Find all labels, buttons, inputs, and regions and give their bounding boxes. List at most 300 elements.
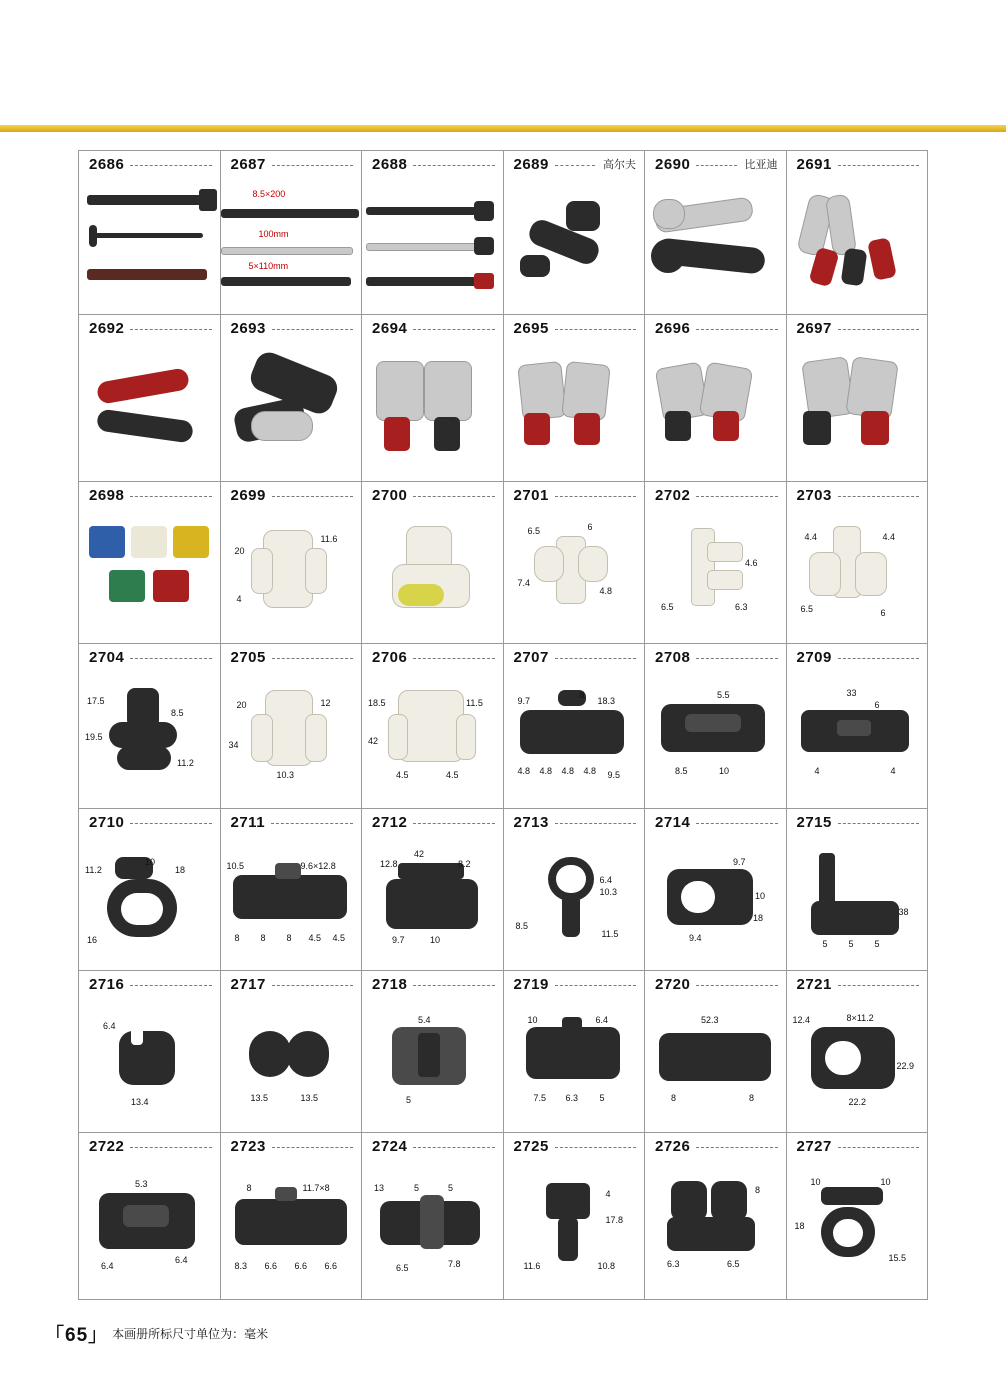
header-dash — [130, 1147, 211, 1148]
cell-header — [362, 315, 503, 341]
product-cell-2688[interactable] — [362, 151, 504, 314]
dimension-label: 9.6×12.8 — [300, 861, 336, 871]
cell-header — [504, 809, 645, 835]
dimension-label: 9.4 — [689, 933, 702, 943]
product-image — [79, 835, 220, 970]
dimension-label: 19.5 — [85, 732, 103, 742]
dimension-label: 34 — [228, 740, 239, 750]
catalog-row — [79, 971, 927, 1133]
dimension-label: 4 — [814, 766, 820, 776]
product-code: 2694 — [362, 320, 413, 337]
header-dash — [413, 1147, 494, 1148]
product-code: 2695 — [504, 320, 555, 337]
product-image — [504, 508, 645, 643]
dimension-label: 5 — [848, 939, 854, 949]
dimension-label: 5×110mm — [248, 261, 289, 271]
product-cell-2723[interactable] — [221, 1133, 363, 1299]
product-cell-2699[interactable] — [221, 482, 363, 643]
product-code: 2686 — [79, 156, 130, 173]
cell-header — [645, 151, 786, 177]
dimension-label: 100mm — [258, 229, 289, 239]
product-code: 2696 — [645, 320, 696, 337]
product-cell-2705[interactable] — [221, 644, 363, 808]
dimension-label: 42 — [368, 736, 379, 746]
cell-header — [221, 151, 362, 177]
product-code: 2703 — [787, 487, 838, 504]
cell-header — [221, 809, 362, 835]
dimension-label: 5 — [448, 1183, 454, 1193]
header-dash — [838, 1147, 919, 1148]
dimension-label: 4.8 — [599, 586, 613, 596]
dimension-label: 6.3 — [667, 1259, 680, 1269]
dimension-label: 20 — [234, 546, 245, 556]
product-cell-2706[interactable] — [362, 644, 504, 808]
product-code: 2715 — [787, 814, 838, 831]
dimension-label: 52.3 — [701, 1015, 719, 1025]
product-image — [504, 341, 645, 481]
dimension-label: 42 — [414, 849, 425, 859]
catalog-row — [79, 809, 927, 971]
dimension-label: 6.4 — [595, 1015, 609, 1025]
header-dash — [838, 496, 919, 497]
product-cell-2690[interactable] — [645, 151, 787, 314]
dimension-label: 8.5 — [675, 766, 688, 776]
dimension-label: 13.4 — [131, 1097, 149, 1107]
product-note: 比亚迪 — [744, 159, 778, 171]
header-dash — [272, 1147, 353, 1148]
product-image — [362, 835, 503, 970]
product-cell-2724[interactable] — [362, 1133, 504, 1299]
dimension-label: 11.6 — [523, 1261, 541, 1271]
product-code: 2725 — [504, 1138, 555, 1155]
dimension-label: 11.5 — [601, 929, 619, 939]
header-dash — [272, 165, 353, 166]
product-code: 2707 — [504, 649, 555, 666]
cell-header — [645, 809, 786, 835]
product-code: 2705 — [221, 649, 272, 666]
product-cell-2698[interactable] — [79, 482, 221, 643]
dimension-label: 11.5 — [466, 698, 483, 708]
header-dash — [696, 1147, 777, 1148]
product-cell-2691[interactable] — [787, 151, 928, 314]
product-image — [645, 670, 786, 808]
product-image — [362, 508, 503, 643]
cell-header — [362, 482, 503, 508]
dimension-label: 18 — [794, 1221, 805, 1231]
product-cell-2695[interactable] — [504, 315, 646, 481]
product-image — [79, 1159, 220, 1299]
dimension-label: 6.4 — [103, 1021, 116, 1031]
dimension-label: 4.5 — [308, 933, 322, 943]
cell-header — [787, 809, 928, 835]
header-dash — [555, 329, 636, 330]
header-gold-rule — [0, 125, 1006, 132]
product-cell-2717[interactable] — [221, 971, 363, 1132]
product-cell-2714[interactable] — [645, 809, 787, 970]
cell-header — [79, 809, 220, 835]
header-dash — [555, 985, 636, 986]
page-top-margin — [0, 0, 1006, 118]
dimension-label: 7.8 — [448, 1259, 461, 1269]
product-cell-2719[interactable] — [504, 971, 646, 1132]
dimension-label: 4 — [605, 1189, 611, 1199]
product-image — [787, 997, 928, 1132]
product-code: 2691 — [787, 156, 838, 173]
product-code: 2709 — [787, 649, 838, 666]
product-image — [645, 997, 786, 1132]
product-image — [79, 670, 220, 808]
dimension-label: 11.2 — [177, 758, 194, 768]
product-cell-2727[interactable] — [787, 1133, 928, 1299]
product-cell-2693[interactable] — [221, 315, 363, 481]
dimension-label: 8.2 — [458, 859, 471, 869]
header-dash — [130, 165, 211, 166]
dimension-label: 8 — [260, 933, 266, 943]
product-code: 2687 — [221, 156, 272, 173]
header-dash — [413, 985, 494, 986]
header-dash — [696, 985, 777, 986]
product-cell-2720[interactable] — [645, 971, 787, 1132]
cell-header — [645, 315, 786, 341]
header-dash — [555, 496, 636, 497]
product-code: 2692 — [79, 320, 130, 337]
product-code: 2688 — [362, 156, 413, 173]
dimension-label: 8.3 — [234, 1261, 248, 1271]
product-cell-2721[interactable] — [787, 971, 928, 1132]
product-cell-2722[interactable] — [79, 1133, 221, 1299]
product-image — [362, 670, 503, 808]
dimension-label: 11.7×8 — [302, 1183, 330, 1193]
dimension-label: 6.6 — [294, 1261, 308, 1271]
catalog-row — [79, 482, 927, 644]
product-image — [221, 670, 362, 808]
product-cell-2689[interactable] — [504, 151, 646, 314]
dimension-label: 5.3 — [135, 1179, 148, 1189]
product-cell-2687[interactable] — [221, 151, 363, 314]
header-dash — [413, 658, 494, 659]
dimension-label: 5 — [406, 1095, 412, 1105]
dimension-label: 8 — [286, 933, 292, 943]
header-dash — [838, 165, 919, 166]
dimension-label: 33 — [846, 688, 857, 698]
product-code: 2718 — [362, 976, 413, 993]
dimension-label: 6 — [587, 522, 593, 532]
catalog-row — [79, 315, 927, 482]
header-dash — [838, 329, 919, 330]
header-dash — [130, 658, 211, 659]
cell-header — [787, 1133, 928, 1159]
cell-header — [79, 644, 220, 670]
product-code: 2702 — [645, 487, 696, 504]
dimension-label: 18.5 — [368, 698, 386, 708]
dimension-label: 9.7 — [392, 935, 405, 945]
product-cell-2701[interactable] — [504, 482, 646, 643]
product-cell-2692[interactable] — [79, 315, 221, 481]
dimension-label: 8.5 — [171, 708, 184, 718]
dimension-label: 13 — [374, 1183, 385, 1193]
product-code: 2724 — [362, 1138, 413, 1155]
cell-header — [362, 151, 503, 177]
product-code: 2719 — [504, 976, 555, 993]
dimension-label: 8 — [234, 933, 240, 943]
dimension-label: 5 — [822, 939, 828, 949]
dimension-label: 6.5 — [800, 604, 814, 614]
dimension-label: 4.5 — [332, 933, 346, 943]
product-image — [79, 508, 220, 643]
cell-header — [787, 482, 928, 508]
cell-header — [504, 644, 645, 670]
header-dash — [130, 823, 211, 824]
product-cell-2708[interactable] — [645, 644, 787, 808]
dimension-label: 18.3 — [597, 696, 616, 706]
dimension-label: 18 — [175, 865, 186, 875]
dimension-label: 5.5 — [717, 690, 730, 700]
dimension-label: 4.8 — [517, 766, 531, 776]
dimension-label: 7.5 — [533, 1093, 547, 1103]
header-dash — [696, 658, 777, 659]
dimension-label: 8 — [749, 1093, 755, 1103]
product-cell-2696[interactable] — [645, 315, 787, 481]
dimension-label: 6.6 — [324, 1261, 338, 1271]
cell-header — [504, 1133, 645, 1159]
product-image — [504, 177, 645, 314]
dimension-label: 17.8 — [605, 1215, 624, 1225]
product-cell-2711[interactable] — [221, 809, 363, 970]
dimension-label: 6.5 — [396, 1263, 409, 1273]
dimension-label: 11.6 — [320, 534, 338, 544]
header-dash — [272, 658, 353, 659]
product-code: 2699 — [221, 487, 272, 504]
product-code: 2726 — [645, 1138, 696, 1155]
product-code: 2693 — [221, 320, 272, 337]
header-dash — [838, 985, 919, 986]
page-number: 「65」 — [45, 1324, 109, 1346]
cell-header — [362, 644, 503, 670]
dimension-label: 22.2 — [848, 1097, 867, 1107]
dimension-label: 8.5 — [515, 921, 529, 931]
dimension-label: 22.9 — [896, 1061, 915, 1071]
cell-header — [221, 1133, 362, 1159]
product-cell-2707[interactable] — [504, 644, 646, 808]
dimension-label: 10 — [145, 857, 156, 867]
product-code: 2711 — [221, 814, 272, 831]
product-image — [79, 997, 220, 1132]
cell-header — [221, 644, 362, 670]
catalog-row — [79, 1133, 927, 1299]
product-image — [504, 1159, 645, 1299]
dimension-label: 6.3 — [735, 602, 748, 612]
dimension-label: 8 — [579, 690, 585, 700]
header-dash — [413, 165, 494, 166]
dimension-label: 4.6 — [745, 558, 758, 568]
cell-header — [504, 315, 645, 341]
product-cell-2725[interactable] — [504, 1133, 646, 1299]
product-code: 2710 — [79, 814, 130, 831]
product-image — [787, 341, 928, 481]
product-image — [362, 1159, 503, 1299]
product-code: 2722 — [79, 1138, 130, 1155]
product-image — [221, 341, 362, 481]
cell-header — [362, 971, 503, 997]
product-image — [504, 997, 645, 1132]
dimension-label: 10 — [527, 1015, 538, 1025]
dimension-label: 4 — [890, 766, 896, 776]
dimension-label: 6.4 — [101, 1261, 114, 1271]
dimension-label: 18 — [753, 913, 764, 923]
header-dash — [272, 496, 353, 497]
dimension-label: 12 — [320, 698, 331, 708]
cell-header — [787, 315, 928, 341]
product-image — [787, 1159, 928, 1299]
dimension-label: 5 — [414, 1183, 420, 1193]
dimension-label: 10.8 — [597, 1261, 616, 1271]
dimension-label: 10 — [430, 935, 441, 945]
product-code: 2712 — [362, 814, 413, 831]
header-dash — [413, 329, 494, 330]
cell-header — [79, 151, 220, 177]
cell-header — [787, 151, 928, 177]
product-cell-2716[interactable] — [79, 971, 221, 1132]
cell-header — [787, 644, 928, 670]
product-cell-2710[interactable] — [79, 809, 221, 970]
dimension-label: 38 — [898, 907, 909, 917]
cell-header — [645, 482, 786, 508]
product-code: 2721 — [787, 976, 838, 993]
product-image — [787, 508, 928, 643]
product-cell-2718[interactable] — [362, 971, 504, 1132]
product-code: 2714 — [645, 814, 696, 831]
header-dash — [272, 329, 353, 330]
product-note: 高尔夫 — [603, 159, 636, 171]
product-code: 2697 — [787, 320, 838, 337]
cell-header — [504, 971, 645, 997]
header-dash — [130, 329, 211, 330]
product-code: 2713 — [504, 814, 555, 831]
dimension-label: 4.8 — [583, 766, 597, 776]
dimension-label: 15.5 — [888, 1253, 907, 1263]
product-cell-2702[interactable] — [645, 482, 787, 643]
product-image — [221, 508, 362, 643]
product-code: 2716 — [79, 976, 130, 993]
product-code: 2706 — [362, 649, 413, 666]
dimension-label: 12.4 — [792, 1015, 811, 1025]
dimension-label: 4.5 — [446, 770, 459, 780]
dimension-label: 16 — [87, 935, 98, 945]
dimension-label: 10.3 — [276, 770, 295, 780]
dimension-label: 17.5 — [87, 696, 105, 706]
product-code: 2701 — [504, 487, 555, 504]
product-cell-2709[interactable] — [787, 644, 928, 808]
product-code: 2704 — [79, 649, 130, 666]
dimension-label: 4 — [236, 594, 242, 604]
header-dash — [696, 165, 736, 166]
dimension-label: 5.4 — [418, 1015, 431, 1025]
cell-header — [504, 151, 645, 177]
product-code: 2690 — [645, 156, 696, 173]
dimension-label: 10.5 — [226, 861, 245, 871]
dimension-label: 11.2 — [85, 865, 102, 875]
header-dash — [413, 496, 494, 497]
product-code: 2723 — [221, 1138, 272, 1155]
product-cell-2713[interactable] — [504, 809, 646, 970]
header-dash — [130, 985, 211, 986]
dimension-label: 4.5 — [396, 770, 409, 780]
product-image — [645, 835, 786, 970]
product-cell-2726[interactable] — [645, 1133, 787, 1299]
header-dash — [696, 823, 777, 824]
product-image — [787, 670, 928, 808]
dimension-label: 6 — [880, 608, 886, 618]
product-cell-2715[interactable] — [787, 809, 928, 970]
cell-header — [645, 971, 786, 997]
header-dash — [271, 823, 353, 824]
dimension-label: 13.5 — [250, 1093, 269, 1103]
product-image — [221, 1159, 362, 1299]
catalog-row — [79, 644, 927, 809]
product-cell-2694[interactable] — [362, 315, 504, 481]
cell-header — [79, 482, 220, 508]
dimension-label: 8.5×200 — [252, 189, 286, 199]
product-image — [504, 670, 645, 808]
dimension-label: 9.5 — [607, 770, 621, 780]
dimension-label: 4.4 — [882, 532, 896, 542]
dimension-label: 10 — [880, 1177, 891, 1187]
product-image — [787, 835, 928, 970]
dimension-label: 12.8 — [380, 859, 398, 869]
product-image — [221, 997, 362, 1132]
product-cell-2700[interactable] — [362, 482, 504, 643]
product-cell-2704[interactable] — [79, 644, 221, 808]
product-code: 2708 — [645, 649, 696, 666]
dimension-label: 10 — [719, 766, 730, 776]
cell-header — [362, 1133, 503, 1159]
product-code: 2700 — [362, 487, 413, 504]
header-dash — [555, 1147, 636, 1148]
product-image — [645, 341, 786, 481]
product-code: 2727 — [787, 1138, 838, 1155]
header-dash — [130, 496, 211, 497]
dimension-label: 4.4 — [804, 532, 818, 542]
cell-header — [645, 1133, 786, 1159]
cell-header — [504, 482, 645, 508]
header-dash — [555, 658, 636, 659]
dimension-label: 7.4 — [517, 578, 531, 588]
cell-header — [79, 1133, 220, 1159]
dimension-label: 6.5 — [661, 602, 674, 612]
header-dash — [272, 985, 353, 986]
product-image — [221, 177, 362, 314]
product-code: 2720 — [645, 976, 696, 993]
product-image — [362, 341, 503, 481]
product-cell-2703[interactable] — [787, 482, 928, 643]
product-image — [787, 177, 928, 314]
product-image — [362, 177, 503, 314]
dimension-label: 10 — [755, 891, 766, 901]
product-cell-2712[interactable] — [362, 809, 504, 970]
product-image — [362, 997, 503, 1132]
product-image — [504, 835, 645, 970]
product-cell-2697[interactable] — [787, 315, 928, 481]
dimension-label: 8×11.2 — [846, 1013, 874, 1023]
product-image — [79, 341, 220, 481]
cell-header — [79, 971, 220, 997]
product-image — [645, 508, 786, 643]
dimension-label: 6.5 — [727, 1259, 740, 1269]
dimension-label: 8 — [671, 1093, 677, 1103]
dimension-label: 6.3 — [565, 1093, 579, 1103]
product-cell-2686[interactable] — [79, 151, 221, 314]
cell-header — [79, 315, 220, 341]
